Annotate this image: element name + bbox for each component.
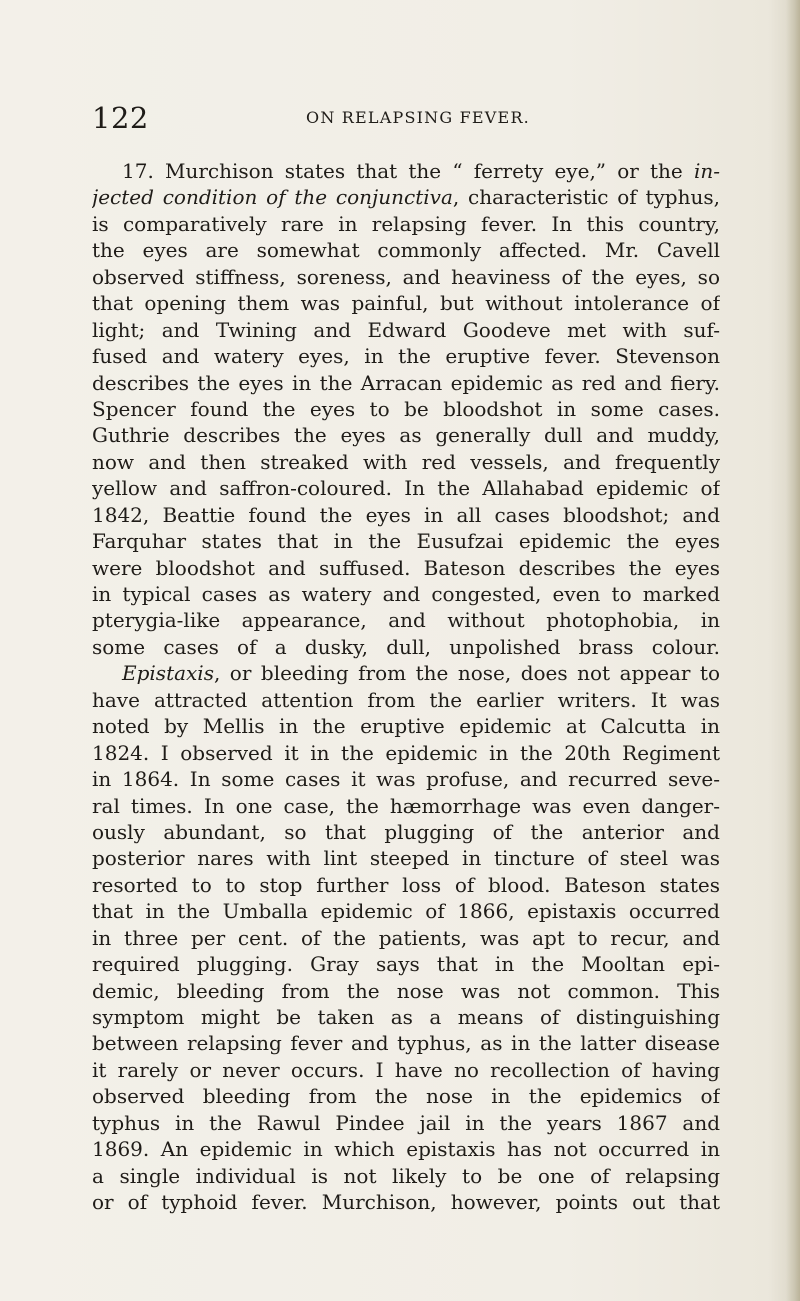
text-line: between relapsing fever and typhus, as in the latter disease [92, 1031, 720, 1056]
running-head [92, 96, 722, 140]
text-line: required plugging. Gray says that in the Mooltan epi- [92, 952, 720, 977]
text-line: now and then streaked with red vessels, and frequently [92, 449, 720, 474]
running-title: ON RELAPSING FEVER. [306, 108, 530, 127]
text-line: a single individual is not likely to be one of relapsing [92, 1163, 720, 1188]
text-line: have attracted attention from the earlier writers. It was [92, 687, 720, 712]
text-line: typhus in the Rawul Pindee jail in the years 1867 and [92, 1110, 720, 1135]
text-line: that in the Umballa epidemic of 1866, epistaxis occurred [92, 899, 720, 924]
text-line: resorted to to stop further loss of blood. Bateson states [92, 872, 720, 897]
text-line: demic, bleeding from the nose was not common. This [92, 978, 720, 1003]
text-line: light; and Twining and Edward Goodeve met with suf- [92, 317, 720, 342]
text-line: some cases of a dusky, dull, unpolished brass colour. [92, 634, 720, 659]
text-line: fused and watery eyes, in the eruptive fever. Stevenson [92, 344, 720, 369]
text-line: 1869. An epidemic in which epistaxis has not occurred in [92, 1137, 720, 1162]
text-line: symptom might be taken as a means of distinguishing [92, 1005, 720, 1029]
page-edge-shadow [786, 0, 800, 1301]
body-text [92, 158, 720, 1216]
text-line: is comparatively rare in relapsing fever. In this country, [92, 211, 720, 236]
text-line: it rarely or never occurs. I have no recollection of having [92, 1057, 720, 1082]
text-line: that opening them was painful, but without intolerance of [92, 291, 720, 316]
text-line: or of typhoid fever. Murchison, however, points out that [92, 1190, 720, 1215]
text-line: Epistaxis, or bleeding from the nose, does not appear to [122, 661, 720, 686]
text-line: Farquhar states that in the Eusufzai epidemic the eyes [92, 529, 720, 554]
text-line: 1842, Beattie found the eyes in all cases bloodshot; and [92, 502, 720, 527]
text-line: Guthrie describes the eyes as generally dull and muddy, [92, 423, 720, 448]
text-line: observed bleeding from the nose in the epidemics of [92, 1084, 720, 1109]
text-line: posterior nares with lint steeped in tincture of steel was [92, 846, 720, 871]
text-line: describes the eyes in the Arracan epidemic as red and fiery. [92, 370, 720, 395]
text-line: were bloodshot and suffused. Bateson describes the eyes [92, 555, 720, 580]
text-line: pterygia-like appearance, and without photophobia, in [92, 608, 720, 633]
text-line: 1824. I observed it in the epidemic in the 20th Regiment [92, 740, 720, 765]
text-line: ral times. In one case, the hæmorrhage was even danger- [92, 793, 720, 818]
page-number: 122 [92, 101, 149, 135]
text-line: noted by Mellis in the eruptive epidemic at Calcutta in [92, 714, 720, 739]
text-line: the eyes are somewhat commonly affected. Mr. Cavell [92, 238, 720, 263]
text-line: in typical cases as watery and congested, even to marked [92, 582, 720, 606]
text-line: ously abundant, so that plugging of the anterior and [92, 819, 720, 844]
text-line: in three per cent. of the patients, was apt to recur, and [92, 925, 720, 950]
text-line: Spencer found the eyes to be bloodshot in some cases. [92, 396, 720, 421]
text-line: yellow and saffron-coloured. In the Allahabad epidemic of [92, 476, 720, 501]
text-line: observed stiffness, soreness, and heaviness of the eyes, so [92, 264, 720, 289]
text-line: 17. Murchison states that the “ ferrety eye,” or the in- [122, 159, 720, 183]
text-line: jected condition of the conjunctiva, characteristic of typhus, [92, 185, 720, 210]
text-line: in 1864. In some cases it was profuse, and recurred seve- [92, 767, 720, 792]
